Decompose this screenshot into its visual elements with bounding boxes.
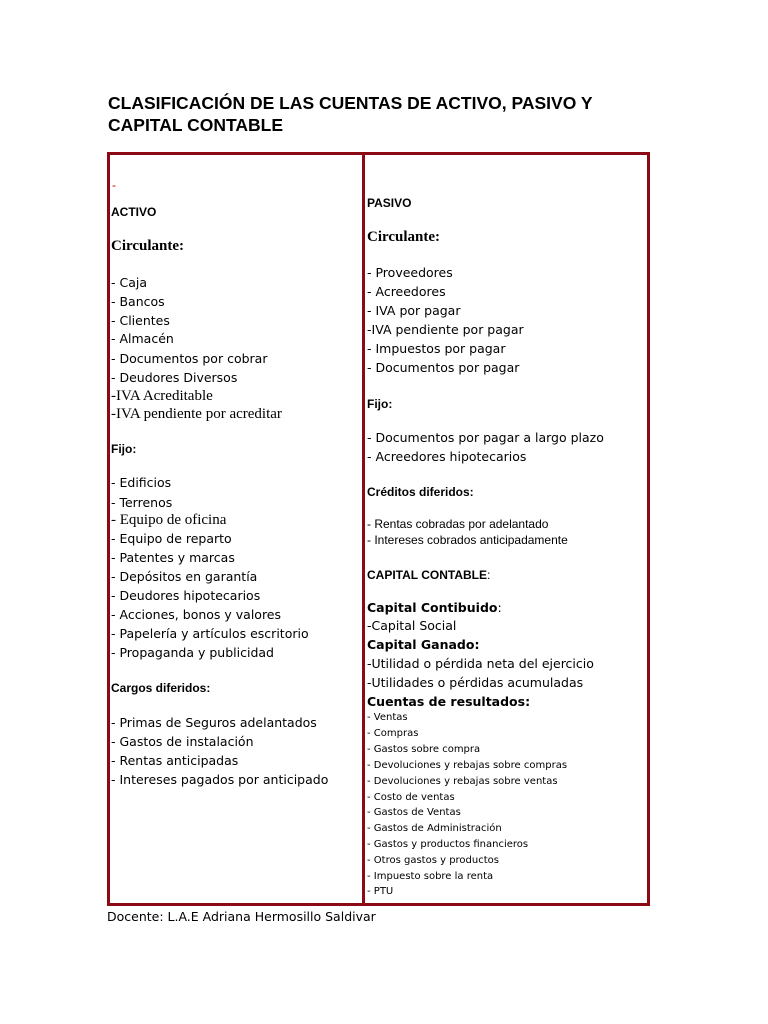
list-item: - Almacén [111,331,174,346]
list-item: - Costo de ventas [367,792,455,803]
list-item: - Clientes [111,313,170,328]
list-item: - Documentos por cobrar [111,351,268,366]
list-item: - Primas de Seguros adelantados [111,715,317,730]
list-item: -IVA pendiente por acreditar [111,406,282,422]
column-divider [362,152,365,906]
list-item: - Documentos por pagar [367,360,520,375]
list-item: - Acciones, bonos y valores [111,607,282,622]
list-item: -Utilidades o pérdidas acumuladas [367,675,584,690]
list-item: - Compras [367,728,419,739]
list-item: - Ventas [367,712,408,723]
cargos-diferidos-label: Cargos diferidos: [111,681,211,695]
capital-contribuido-label: Capital Contibuido [367,600,498,615]
list-item: - Edificios [111,475,172,490]
list-item: - Devoluciones y rebajas sobre compras [367,760,568,771]
list-item: - Intereses pagados por anticipado [111,772,329,787]
list-item: - Proveedores [367,265,453,280]
activo-heading: ACTIVO [111,205,157,219]
list-item: - Gastos de Ventas [367,807,461,818]
list-item: - Depósitos en garantía [111,569,258,584]
list-item: - Rentas anticipadas [111,753,239,768]
capital-contribuido-colon: : [497,600,502,615]
creditos-diferidos-label: Créditos diferidos: [367,485,474,499]
capital-ganado-label: Capital Ganado: [367,637,480,652]
list-item: - IVA por pagar [367,303,461,318]
capital-contribuido-heading [367,599,502,617]
pasivo-heading: PASIVO [367,196,412,210]
list-item: - Papelería y artículos escritorio [111,626,309,641]
activo-circulante-label: Circulante: [111,238,185,254]
cuentas-resultados-label: Cuentas de resultados: [367,694,531,709]
list-item: - Terrenos [111,495,173,510]
list-item: - Impuestos por pagar [367,341,506,356]
capital-contable-heading [367,566,490,584]
list-item: - Equipo de reparto [111,531,232,546]
list-item: - Acreedores hipotecarios [367,449,527,464]
red-marker: - [112,178,116,192]
list-item: - Gastos y productos financieros [367,839,529,850]
list-item: - Equipo de oficina [111,512,227,528]
list-item: -Utilidad o pérdida neta del ejercicio [367,656,594,671]
pasivo-fijo-label: Fijo: [367,397,393,411]
list-item: - Bancos [111,294,165,309]
footer-author: Docente: L.A.E Adriana Hermosillo Saldivar [107,909,376,924]
list-item: - Intereses cobrados anticipadamente [367,533,568,547]
list-item: -IVA Acreditable [111,388,213,404]
activo-fijo-label: Fijo: [111,442,137,456]
list-item: - Patentes y marcas [111,550,235,565]
list-item: - Rentas cobradas por adelantado [367,517,549,531]
list-item: - Gastos de instalación [111,734,254,749]
list-item: -IVA pendiente por pagar [367,322,524,337]
pasivo-circulante-label: Circulante: [367,229,441,245]
list-item: - Otros gastos y productos [367,855,499,866]
capital-contable-colon: : [487,568,491,582]
list-item: - Devoluciones y rebajas sobre ventas [367,776,558,787]
list-item: - Caja [111,275,148,290]
list-item: - Acreedores [367,284,446,299]
list-item: - Gastos sobre compra [367,744,481,755]
list-item: -Capital Social [367,618,457,633]
capital-contable-label: CAPITAL CONTABLE [367,568,487,582]
list-item: - Propaganda y publicidad [111,645,274,660]
list-item: - PTU [367,886,394,897]
list-item: - Impuesto sobre la renta [367,871,494,882]
list-item: - Deudores hipotecarios [111,588,261,603]
page-title: CLASIFICACIÓN DE LAS CUENTAS DE ACTIVO, PASIVO Y CAPITAL CONTABLE [108,93,593,135]
list-item: - Deudores Diversos [111,370,238,385]
list-item: - Documentos por pagar a largo plazo [367,430,604,445]
list-item: - Gastos de Administración [367,823,502,834]
